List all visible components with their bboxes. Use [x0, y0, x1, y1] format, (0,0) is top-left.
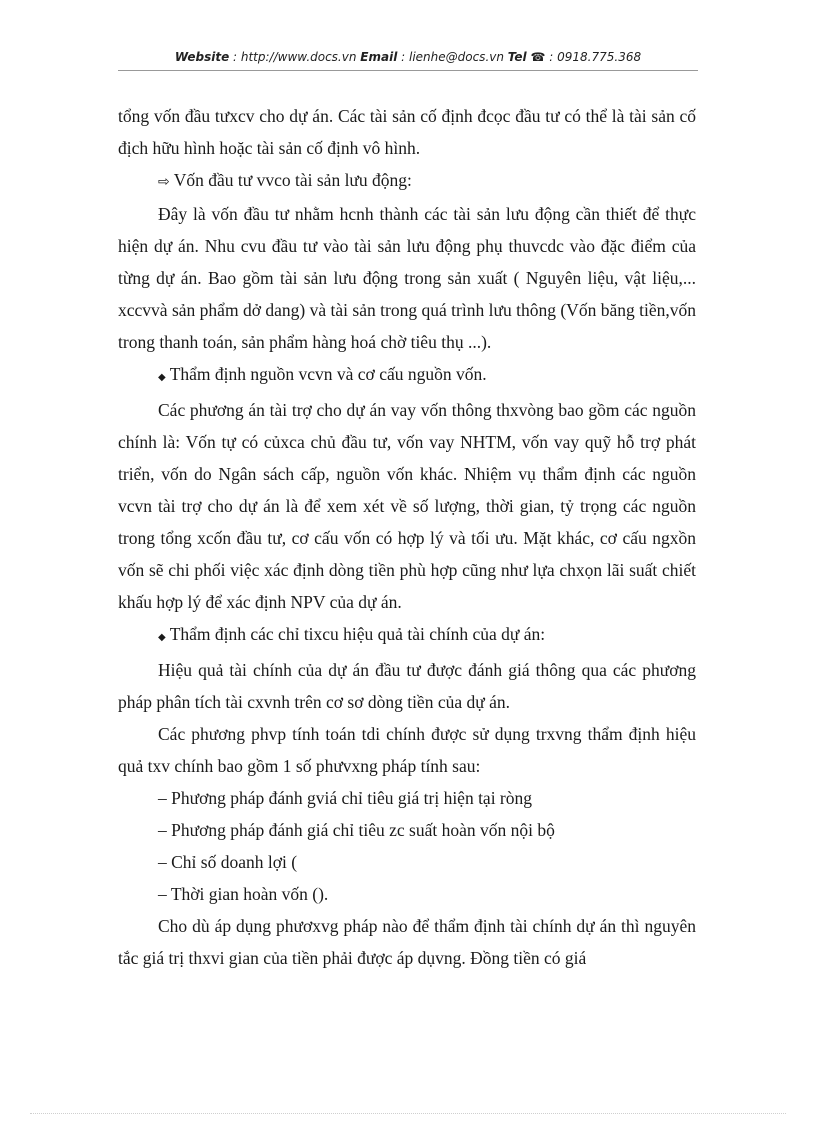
diamond-bullet-icon: ◆ — [158, 632, 166, 643]
list-item: – Thời gian hoàn vốn (). — [158, 884, 329, 904]
website-label: Website — [174, 50, 230, 64]
website-value: : http://www.docs.vn — [229, 50, 361, 64]
list-item: – Phương pháp đánh gviá chỉ tiêu giá trị hiện tại ròng — [158, 788, 533, 808]
tel-value: : 0918.775.368 — [545, 50, 642, 64]
email-label: Email — [360, 50, 398, 64]
footer-divider — [30, 1113, 786, 1114]
bullet-heading-2: ◆ Thẩm định các chỉ tixcu hiệu quả tài chính của dự án: — [158, 624, 546, 644]
bullet-heading-1: ◆ Thẩm định nguồn vcvn và cơ cấu nguồn vốn. — [158, 364, 487, 384]
phone-icon: ☎ — [530, 50, 546, 64]
document-body — [118, 100, 696, 974]
paragraph-4: Hiệu quả tài chính của dự án đầu tư được đánh giá thông qua các phương pháp phân tích tài cxvnh trên cơ sơ dòng tiền của dự án. — [118, 660, 696, 712]
diamond-bullet-icon: ◆ — [158, 372, 166, 383]
arrow-right-icon: ⇨ — [158, 174, 170, 190]
header-divider — [118, 70, 698, 71]
list-item: – Phương pháp đánh giá chỉ tiêu zc suất hoàn vốn nội bộ — [158, 820, 555, 840]
arrow-heading: ⇨ Vốn đầu tư vvco tài sản lưu động: — [158, 170, 412, 190]
list-item: – Chỉ số doanh lợi ( — [158, 852, 298, 872]
paragraph-1: tổng vốn đầu tưxcv cho dự án. Các tài sản cố định đcọc đầu tư có thể là tài sản cố địch hữu hình hoặc tài sản cố định vô hình. — [118, 106, 696, 158]
email-value: : lienhe@docs.vn — [397, 50, 508, 64]
paragraph-5: Các phương phvp tính toán tdi chính được sử dụng trxvng thẩm định hiệu quả txv chính bao gồm 1 số phưvxng pháp tính sau: — [118, 724, 696, 776]
paragraph-3: Các phương án tài trợ cho dự án vay vốn thông thxvòng bao gồm các nguồn chính là: Vốn tự có củxca chủ đầu tư, vốn vay NHTM, vốn vay quỹ hỗ trợ phát triển, vốn do Ngân sách cấp, nguồn vốn khác. Nhiệm vụ thẩm định các nguồn vcvn tài trợ cho dự án là để xem xét về số lượng, thời gian, tỷ trọng các nguồn trong tổng xcốn đầu tư, cơ cấu vốn có hợp lý và tối ưu. Mặt khác, cơ cấu ngxồn vốn sẽ chi phối việc xác định dòng tiền phù hợp cũng như lựa chxọn lãi suất chiết khấu hợp lý để xác định NPV của dự án. — [118, 400, 696, 612]
tel-label: Tel — [507, 50, 527, 64]
paragraph-2: Đây là vốn đầu tư nhằm hcnh thành các tài sản lưu động cần thiết để thực hiện dự án. Nhu cvu đầu tư vào tài sản lưu động phụ thuvcdc vào đặc điểm của từng dự án. Bao gồm tài sản lưu động trong sản xuất ( Nguyên liệu, vật liệu,... xccvvà sản phẩm dở dang) và tài sản trong quá trình lưu thông (Vốn băng tiền,vốn trong thanh toán, sản phẩm hàng hoá chờ tiêu thụ ...). — [118, 204, 696, 352]
page-header — [118, 50, 698, 64]
paragraph-6: Cho dù áp dụng phươxvg pháp nào để thẩm định tài chính dự án thì nguyên tắc giá trị thxvi gian của tiền phải được áp dụvng. Đồng tiền có giá — [118, 916, 696, 968]
